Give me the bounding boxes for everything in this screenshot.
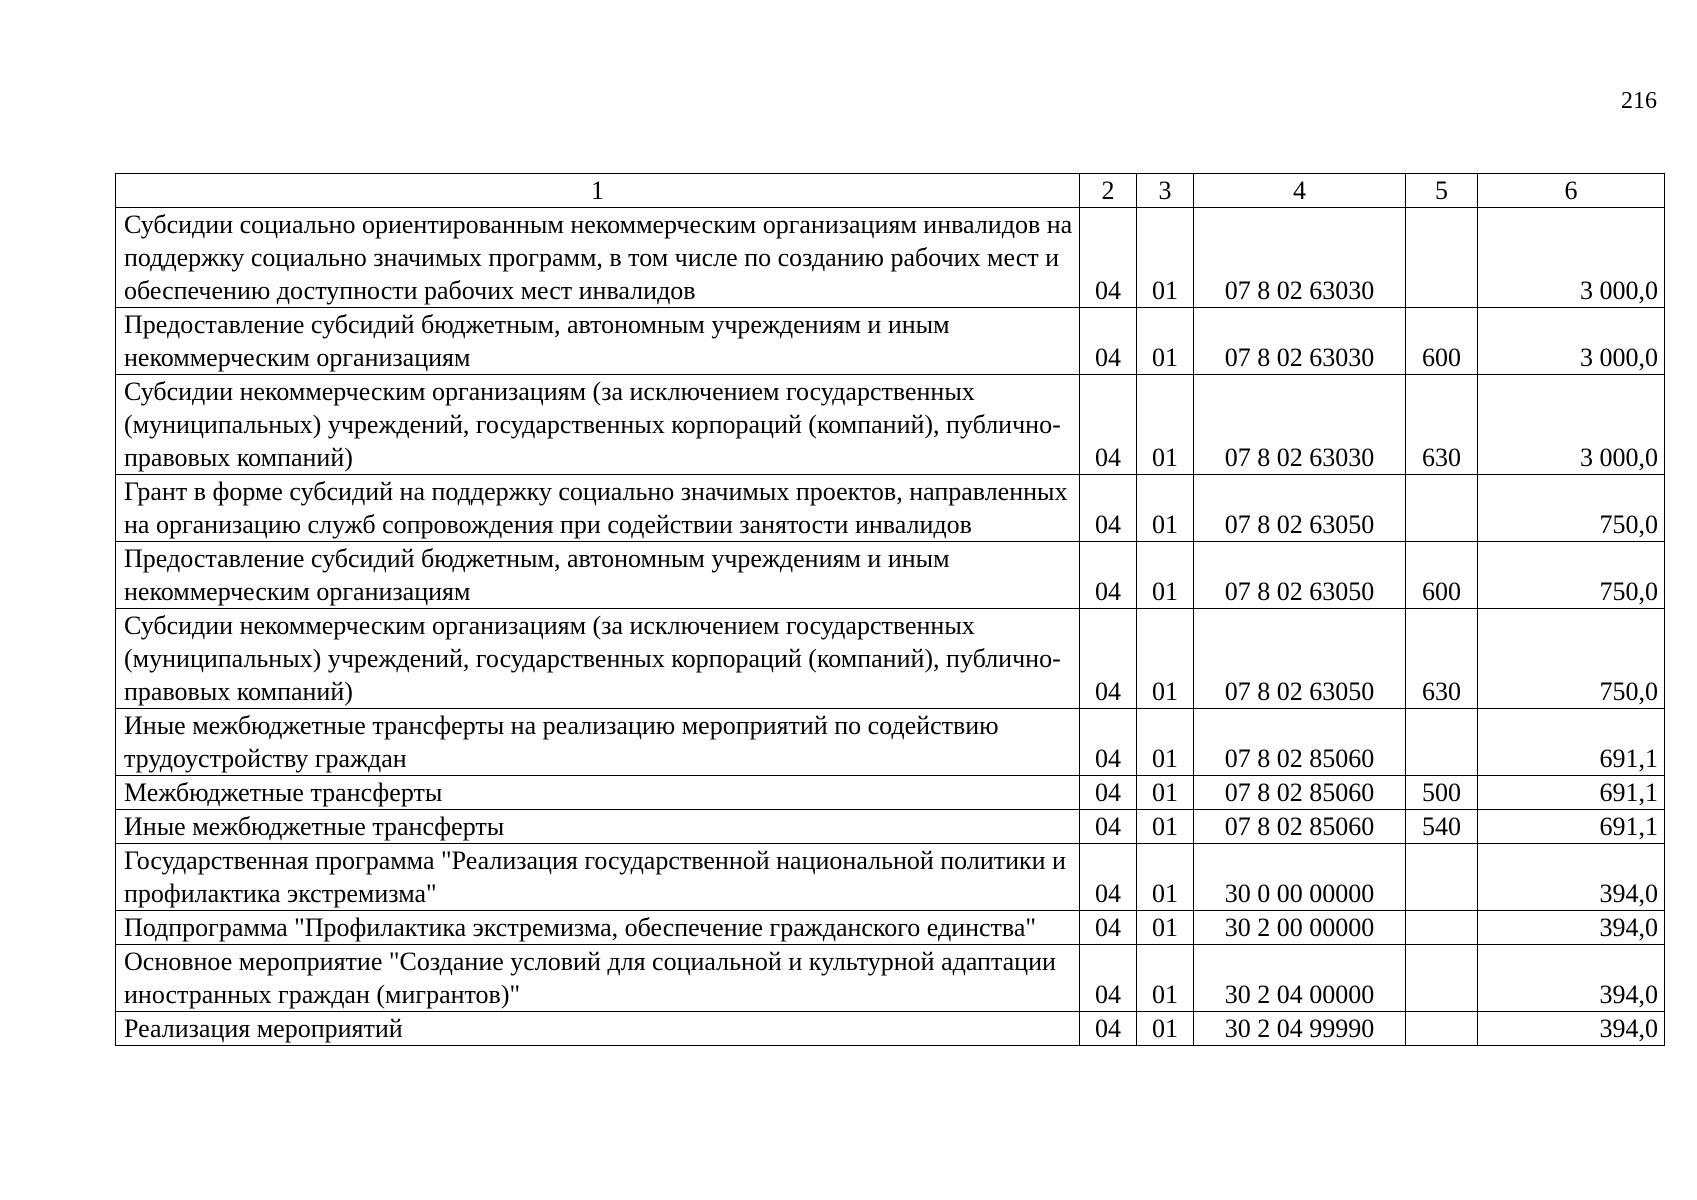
cell-section: 04 [1080, 375, 1137, 475]
cell-section: 04 [1080, 911, 1137, 945]
cell-amount: 394,0 [1478, 1012, 1665, 1046]
cell-section: 04 [1080, 475, 1137, 542]
table-row [116, 542, 1665, 609]
cell-target-article: 07 8 02 85060 [1194, 776, 1406, 810]
cell-section: 04 [1080, 709, 1137, 776]
table-row [116, 810, 1665, 844]
cell-section: 04 [1080, 844, 1137, 911]
column-header: 5 [1406, 174, 1478, 208]
cell-subsection: 01 [1137, 308, 1194, 375]
cell-subsection: 01 [1137, 1012, 1194, 1046]
cell-expense-type [1406, 844, 1478, 911]
table-row [116, 208, 1665, 308]
cell-amount: 691,1 [1478, 810, 1665, 844]
cell-name: Грант в форме субсидий на поддержку социально значимых проектов, направленных на организацию служб сопровождения при содействии занятости инвалидов [116, 475, 1080, 542]
cell-section: 04 [1080, 208, 1137, 308]
cell-name: Межбюджетные трансферты [116, 776, 1080, 810]
cell-expense-type [1406, 475, 1478, 542]
cell-expense-type: 500 [1406, 776, 1478, 810]
cell-amount: 3 000,0 [1478, 375, 1665, 475]
table-row [116, 945, 1665, 1012]
cell-expense-type: 600 [1406, 542, 1478, 609]
cell-subsection: 01 [1137, 844, 1194, 911]
cell-name: Основное мероприятие "Создание условий для социальной и культурной адаптации иностранных граждан (мигрантов)" [116, 945, 1080, 1012]
cell-expense-type [1406, 709, 1478, 776]
column-header: 4 [1194, 174, 1406, 208]
cell-expense-type [1406, 208, 1478, 308]
cell-amount: 3 000,0 [1478, 308, 1665, 375]
cell-section: 04 [1080, 1012, 1137, 1046]
cell-subsection: 01 [1137, 945, 1194, 1012]
cell-section: 04 [1080, 810, 1137, 844]
cell-amount: 750,0 [1478, 542, 1665, 609]
column-header: 3 [1137, 174, 1194, 208]
cell-subsection: 01 [1137, 709, 1194, 776]
table-row [116, 709, 1665, 776]
cell-target-article: 07 8 02 63050 [1194, 542, 1406, 609]
cell-amount: 394,0 [1478, 945, 1665, 1012]
table-row [116, 375, 1665, 475]
cell-name: Субсидии некоммерческим организациям (за исключением государственных (муниципальных) учреждений, государственных корпораций (компаний), публично-правовых компаний) [116, 609, 1080, 709]
cell-amount: 3 000,0 [1478, 208, 1665, 308]
cell-subsection: 01 [1137, 609, 1194, 709]
cell-target-article: 07 8 02 63030 [1194, 375, 1406, 475]
table-header-row [116, 174, 1665, 208]
cell-subsection: 01 [1137, 776, 1194, 810]
cell-amount: 750,0 [1478, 475, 1665, 542]
cell-section: 04 [1080, 609, 1137, 709]
table-row [116, 911, 1665, 945]
cell-target-article: 07 8 02 63050 [1194, 609, 1406, 709]
cell-section: 04 [1080, 945, 1137, 1012]
cell-target-article: 30 0 00 00000 [1194, 844, 1406, 911]
cell-target-article: 07 8 02 85060 [1194, 810, 1406, 844]
table-body [116, 208, 1665, 1046]
table-row [116, 475, 1665, 542]
cell-expense-type: 630 [1406, 609, 1478, 709]
cell-name: Государственная программа "Реализация государственной национальной политики и профилактика экстремизма" [116, 844, 1080, 911]
cell-name: Субсидии некоммерческим организациям (за исключением государственных (муниципальных) учреждений, государственных корпораций (компаний), публично-правовых компаний) [116, 375, 1080, 475]
cell-expense-type: 600 [1406, 308, 1478, 375]
cell-target-article: 07 8 02 63030 [1194, 308, 1406, 375]
budget-table [115, 173, 1665, 1046]
cell-target-article: 30 2 04 00000 [1194, 945, 1406, 1012]
cell-section: 04 [1080, 776, 1137, 810]
cell-name: Реализация мероприятий [116, 1012, 1080, 1046]
cell-subsection: 01 [1137, 810, 1194, 844]
table-row [116, 609, 1665, 709]
table-row [116, 308, 1665, 375]
cell-subsection: 01 [1137, 475, 1194, 542]
cell-expense-type [1406, 911, 1478, 945]
cell-subsection: 01 [1137, 208, 1194, 308]
table-row [116, 844, 1665, 911]
cell-expense-type: 630 [1406, 375, 1478, 475]
cell-amount: 691,1 [1478, 776, 1665, 810]
column-header: 6 [1478, 174, 1665, 208]
column-header: 1 [116, 174, 1080, 208]
cell-subsection: 01 [1137, 375, 1194, 475]
cell-subsection: 01 [1137, 542, 1194, 609]
page-number: 216 [1621, 88, 1657, 114]
cell-target-article: 30 2 00 00000 [1194, 911, 1406, 945]
cell-amount: 691,1 [1478, 709, 1665, 776]
cell-name: Предоставление субсидий бюджетным, автономным учреждениям и иным некоммерческим организациям [116, 308, 1080, 375]
cell-name: Подпрограмма "Профилактика экстремизма, обеспечение гражданского единства" [116, 911, 1080, 945]
cell-target-article: 07 8 02 63030 [1194, 208, 1406, 308]
cell-name: Субсидии социально ориентированным некоммерческим организациям инвалидов на поддержку социально значимых программ, в том числе по созданию рабочих мест и обеспечению доступности рабочих мест инвалидов [116, 208, 1080, 308]
cell-name: Иные межбюджетные трансферты [116, 810, 1080, 844]
cell-section: 04 [1080, 308, 1137, 375]
cell-name: Иные межбюджетные трансферты на реализацию мероприятий по содействию трудоустройству граждан [116, 709, 1080, 776]
cell-subsection: 01 [1137, 911, 1194, 945]
table-row [116, 1012, 1665, 1046]
cell-name: Предоставление субсидий бюджетным, автономным учреждениям и иным некоммерческим организациям [116, 542, 1080, 609]
cell-amount: 394,0 [1478, 844, 1665, 911]
table-row [116, 776, 1665, 810]
cell-amount: 394,0 [1478, 911, 1665, 945]
cell-expense-type [1406, 945, 1478, 1012]
cell-amount: 750,0 [1478, 609, 1665, 709]
cell-target-article: 07 8 02 85060 [1194, 709, 1406, 776]
column-header: 2 [1080, 174, 1137, 208]
cell-expense-type: 540 [1406, 810, 1478, 844]
cell-target-article: 07 8 02 63050 [1194, 475, 1406, 542]
cell-target-article: 30 2 04 99990 [1194, 1012, 1406, 1046]
cell-section: 04 [1080, 542, 1137, 609]
cell-expense-type [1406, 1012, 1478, 1046]
